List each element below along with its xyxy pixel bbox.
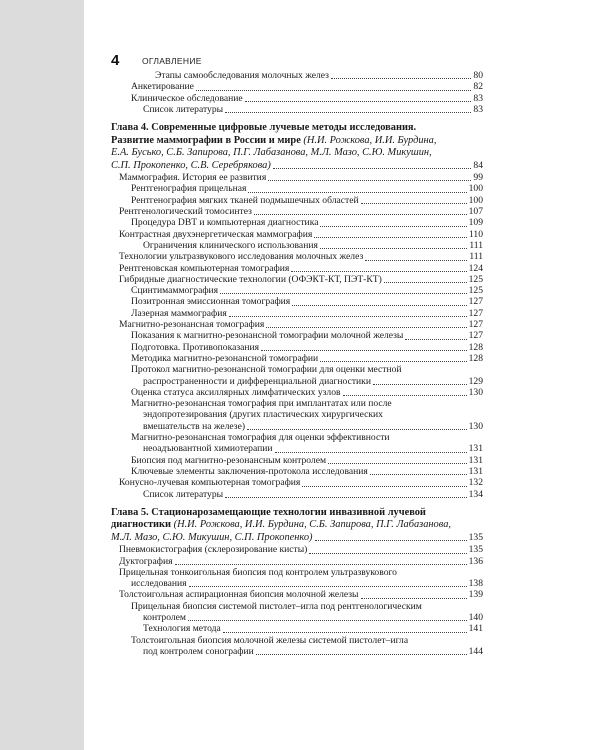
toc-entry[interactable]: Маммография. История ее развития 99 — [119, 172, 483, 184]
toc-entry[interactable]: Ограничения клинического использования 111 — [143, 239, 483, 251]
page-number: 4 — [111, 52, 120, 69]
toc-entry[interactable]: Процедура DBT и компьютерная диагностика 109 — [131, 217, 483, 229]
side-margin-strip — [0, 0, 84, 750]
toc-entry[interactable]: Рентгеновская компьютерная томография 124 — [119, 262, 483, 274]
chapter-5-heading[interactable]: Глава 5. Стационарозамещающие технологии инвазивной лучевой диагностики (Н.И. Рожкова, И.И. Бурдина, С.Б. Запирова, П.Г. Лабазанова, М.Л. Мазо, С.Ю. Микушин, С.П. Прокопенко) 135 — [111, 506, 483, 543]
toc-entry[interactable]: Биопсия под магнитно-резонансным контролем 131 — [131, 454, 483, 466]
toc-entry[interactable]: Показания к магнитно-резонансной томографии молочной железы 127 — [131, 330, 483, 342]
toc-entry[interactable]: Рентгенография прицельная 100 — [131, 183, 483, 195]
toc-entry[interactable]: Подготовка. Противопоказания 128 — [131, 341, 483, 353]
toc-entry[interactable]: Рентгенологический томосинтез 107 — [119, 206, 483, 218]
toc-entry[interactable]: Пневмокистография (склерозирование кисты) 135 — [119, 544, 483, 556]
toc-entry[interactable]: Лазерная маммография 127 — [131, 307, 483, 319]
toc-entry[interactable]: Этапы самообследования молочных желез 80 — [155, 70, 483, 81]
toc-entry[interactable]: Магнитно-резонансная томография 127 — [119, 319, 483, 331]
toc-entry[interactable]: Позитронная эмиссионная томография 127 — [131, 296, 483, 308]
toc-entry[interactable]: Конусно-лучевая компьютерная томография 132 — [119, 477, 483, 489]
table-of-contents — [111, 70, 483, 657]
toc-entry[interactable]: Прицельная биопсия системой пистолет–игла под рентгенологическим контролем 140 — [131, 600, 483, 624]
toc-entry[interactable]: Сцинтимаммография 125 — [131, 285, 483, 297]
toc-entry[interactable]: Ключевые элементы заключения-протокола исследования 131 — [131, 465, 483, 477]
toc-entry[interactable]: Методика магнитно-резонансной томографии 128 — [131, 352, 483, 364]
toc-entry[interactable]: Технологии ультразвукового исследования молочных желез 111 — [119, 251, 483, 263]
toc-entry[interactable]: Оценка статуса аксиллярных лимфатических узлов 130 — [131, 386, 483, 398]
toc-entry[interactable]: Контрастная двухэнергетическая маммография 110 — [119, 228, 483, 240]
running-head: ОГЛАВЛЕНИЕ — [142, 56, 202, 66]
toc-entry[interactable]: Дуктография 136 — [119, 555, 483, 567]
toc-entry[interactable]: Рентгенография мягких тканей подмышечных областей 100 — [131, 194, 483, 206]
toc-entry[interactable]: Клиническое обследование 83 — [131, 92, 483, 104]
toc-entry[interactable]: Список литературы 134 — [143, 488, 483, 500]
toc-entry[interactable]: Магнитно-резонансная томография для оценки эффективности неоадъювантной химиотерапии 131 — [131, 432, 483, 455]
toc-entry[interactable]: Прицельная тонкоигольная биопсия под контролем ультразвукового исследования 138 — [119, 566, 483, 590]
toc-entry[interactable]: Технология метода 141 — [143, 623, 483, 635]
toc-entry[interactable]: Толстоигольная биопсия молочной железы системой пистолет–игла под контролем сонографии 144 — [131, 634, 483, 657]
toc-entry[interactable]: Толстоигольная аспирационная биопсия молочной железы 139 — [119, 589, 483, 601]
toc-entry[interactable]: Анкетирование 82 — [131, 81, 483, 93]
toc-entry[interactable]: Магнитно-резонансная томография при имплантатах или после эндопротезирования (других пластических хирургических вмешательств на железе) 130 — [131, 398, 483, 432]
toc-entry[interactable]: Гибридные диагностические технологии (ОФЭКТ-КТ, ПЭТ-КТ) 125 — [119, 273, 483, 285]
toc-entry[interactable]: Список литературы 83 — [143, 103, 483, 115]
toc-entry[interactable]: Протокол магнитно-резонансной томографии для оценки местной распространенности и дифференциальной диагностики 129 — [131, 364, 483, 387]
chapter-4-heading[interactable]: Глава 4. Современные цифровые лучевые методы исследования. Развитие маммографии в России и мире (Н.И. Рожкова, И.И. Бурдина, Е.А. Бусько, С.Б. Запирова, П.Г. Лабазанова, М.Л. Мазо, С.Ю. Микушин, С.П. Прокопенко, С.В. Серебрякова) 84 — [111, 122, 483, 171]
